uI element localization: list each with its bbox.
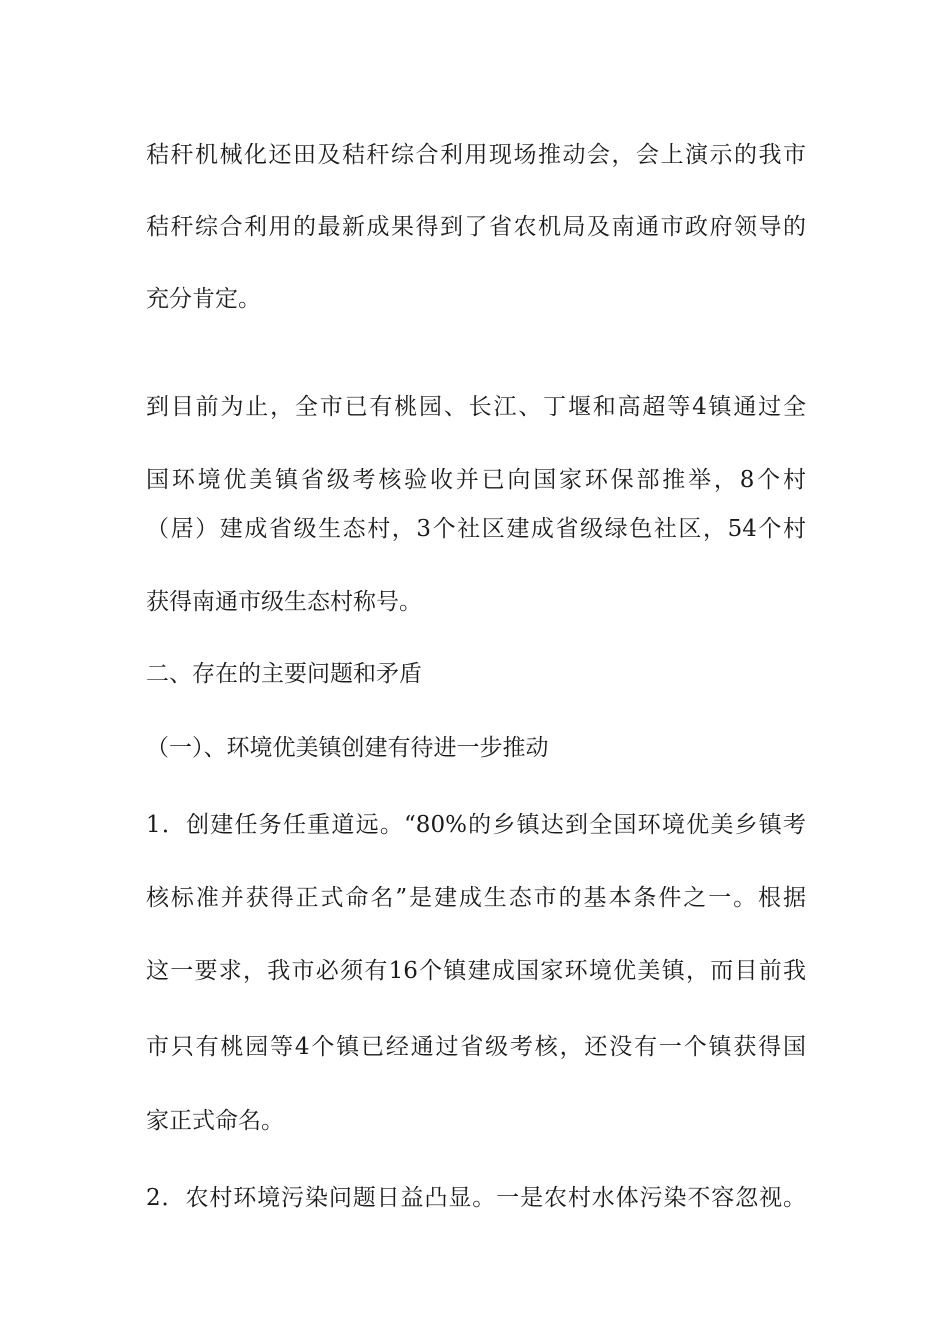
- paragraph-line: 充分肯定。: [146, 286, 261, 312]
- paragraph-line: 家正式命名。: [146, 1108, 284, 1134]
- section-heading: 二、存在的主要问题和矛盾: [146, 661, 422, 687]
- paragraph-line: 核标准并获得正式命名”是建成生态市的基本条件之一。根据: [146, 885, 806, 911]
- paragraph-line: （居）建成省级生态村，3个社区建成省级绿色社区，54个村: [146, 516, 806, 542]
- paragraph-line: 到目前为止，全市已有桃园、长江、丁堰和高超等4镇通过全: [146, 394, 806, 420]
- paragraph-line: 秸秆综合利用的最新成果得到了省农机局及南通市政府领导的: [146, 214, 806, 240]
- paragraph-line: 获得南通市级生态村称号。: [146, 589, 422, 615]
- paragraph-line: 市只有桃园等4个镇已经通过省级考核，还没有一个镇获得国: [146, 1034, 806, 1060]
- subsection-heading: （一）、环境优美镇创建有待进一步推动: [146, 735, 549, 761]
- paragraph-line: 2．农村环境污染问题日益凸显。一是农村水体污染不容忽视。: [146, 1185, 806, 1211]
- paragraph-line: 秸秆机械化还田及秸秆综合利用现场推动会，会上演示的我市: [146, 142, 806, 168]
- paragraph-line: 国环境优美镇省级考核验收并已向国家环保部推举，8个村: [146, 467, 806, 493]
- paragraph-line: 这一要求，我市必须有16个镇建成国家环境优美镇，而目前我: [146, 958, 806, 984]
- paragraph-line: 1．创建任务任重道远。“80%的乡镇达到全国环境优美乡镇考: [146, 812, 806, 838]
